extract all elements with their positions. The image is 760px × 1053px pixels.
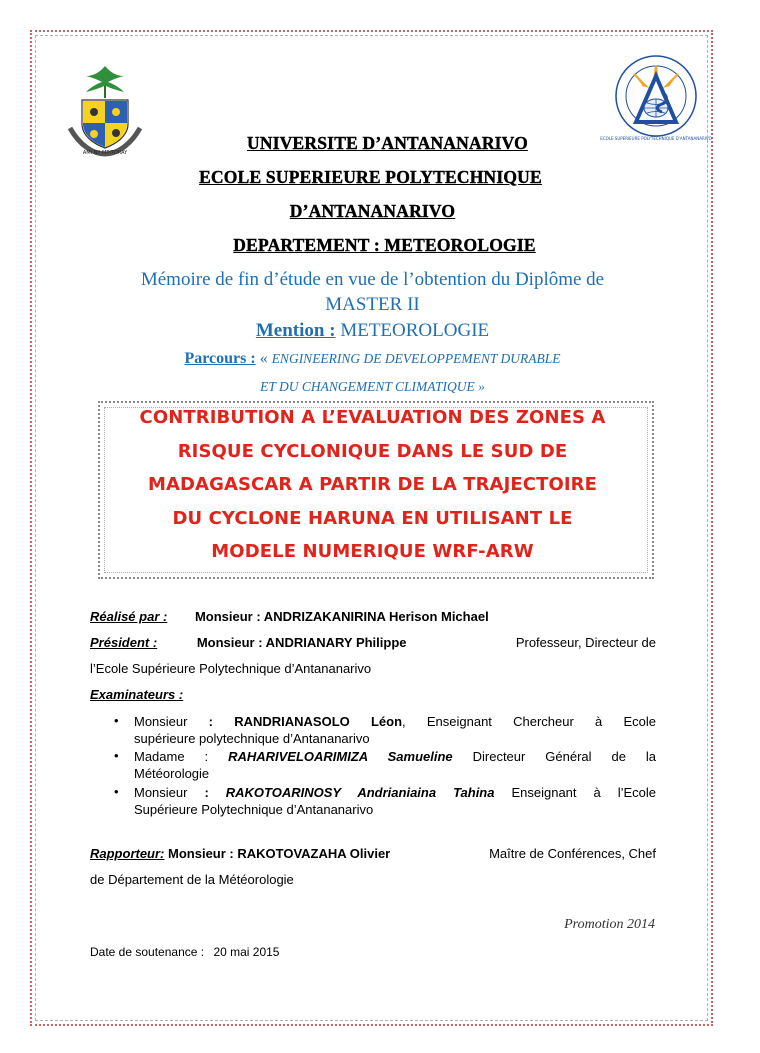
- bullet-icon: •: [114, 784, 119, 799]
- president-name: Monsieur : ANDRIANARY Philippe: [196, 635, 407, 650]
- espa-logo: [600, 52, 712, 144]
- president-row: [90, 634, 656, 651]
- thesis-title-line: CONTRIBUTION A L’EVALUATION DES ZONES A: [139, 407, 606, 428]
- examinateur-role: , Enseignant Chercheur à Ecole: [402, 714, 656, 729]
- examinateur-item: [134, 784, 656, 801]
- parcours-label: Parcours :: [184, 350, 256, 367]
- mention-label: Mention :: [255, 320, 336, 341]
- soutenance-row: [90, 945, 279, 959]
- president-role-line1: Professeur, Directeur de: [515, 635, 656, 650]
- school-name-line2: D’ANTANANARIVO: [289, 201, 456, 221]
- logo-motto: AMI NY MPITORAY: [82, 150, 128, 156]
- thesis-title-line: MADAGASCAR A PARTIR DE LA TRAJECTOIRE: [147, 474, 598, 495]
- rapporteur-label: Rapporteur:: [90, 846, 165, 861]
- rapporteur-role-line1: Maître de Conférences, Chef: [489, 846, 656, 861]
- examinateur-role: Directeur Général de la: [452, 749, 656, 764]
- parcours-line1: ENGINEERING DE DEVELOPPEMENT DURABLE: [271, 351, 561, 366]
- examinateur-sep: :: [187, 714, 235, 729]
- thesis-title-line: MODELE NUMERIQUE WRF-ARW: [211, 541, 534, 562]
- examinateur-sep: :: [187, 785, 226, 800]
- realise-row: [90, 608, 489, 625]
- examinateur-item: [134, 713, 656, 730]
- palm-tree-icon: [86, 66, 124, 98]
- bullet-icon: •: [114, 713, 119, 728]
- realise-name: Monsieur : ANDRIZAKANIRINA Herison Michael: [194, 609, 489, 624]
- examinateur-name: RANDRIANASOLO Léon: [234, 714, 403, 729]
- realise-label: Réalisé par :: [90, 609, 168, 624]
- parcours-open-quote: «: [259, 350, 268, 367]
- examinateur-role-line2: supérieure polytechnique d’Antananarivo: [134, 731, 370, 746]
- soutenance-label: Date de soutenance :: [90, 945, 205, 959]
- examinateur-title: Monsieur: [134, 785, 188, 800]
- parcours-row2: [0, 378, 745, 396]
- memoire-line2: MASTER II: [325, 294, 420, 315]
- thesis-title-line: DU CYCLONE HARUNA EN UTILISANT LE: [172, 508, 573, 529]
- examinateur-item: [134, 748, 656, 765]
- rapporteur-role-line2: de Département de la Météorologie: [90, 872, 294, 887]
- department-name: DEPARTEMENT : METEOROLOGIE: [233, 235, 536, 255]
- school-name-line1: ECOLE SUPERIEURE POLYTECHNIQUE: [199, 167, 542, 187]
- examinateurs-label-text: Examinateurs :: [90, 687, 184, 702]
- examinateurs-label: [90, 686, 183, 703]
- president-role-line2: l’Ecole Supérieure Polytechnique d’Antananarivo: [90, 661, 372, 676]
- mention-value: METEOROLOGIE: [340, 320, 490, 341]
- parcours-row: [0, 350, 745, 368]
- examinateur-sep: :: [184, 749, 229, 764]
- examinateur-title: Madame: [134, 749, 185, 764]
- promotion-text: Promotion 2014: [564, 917, 655, 932]
- memoire-line1: Mémoire de fin d’étude en vue de l’obtention du Diplôme de: [140, 269, 605, 290]
- examinateur-name: RAHARIVELOARIMIZA Samueline: [228, 749, 453, 764]
- examinateur-title: Monsieur: [134, 714, 188, 729]
- rapporteur-name: Monsieur : RAKOTOVAZAHA Olivier: [168, 846, 391, 861]
- university-name: UNIVERSITE D’ANTANANARIVO: [247, 133, 528, 153]
- examinateur-role: Enseignant à l’Ecole: [494, 785, 656, 800]
- mention-row: [0, 320, 745, 342]
- examinateur-name: RAKOTOARINOSY Andrianiaina Tahina: [225, 785, 495, 800]
- soutenance-date: 20 mai 2015: [213, 945, 280, 959]
- examinateur-role-line2: Météorologie: [134, 766, 210, 781]
- thesis-title-line: RISQUE CYCLONIQUE DANS LE SUD DE: [177, 441, 568, 462]
- bullet-icon: •: [114, 748, 119, 763]
- examinateur-role-line2: Supérieure Polytechnique d’Antananarivo: [134, 802, 374, 817]
- rapporteur-row: [90, 845, 656, 862]
- president-label: Président :: [90, 635, 158, 650]
- parcours-line2: ET DU CHANGEMENT CLIMATIQUE »: [260, 379, 485, 394]
- logo-ring-text: ECOLE SUPERIEURE POLYTECHNIQUE D'ANTANANARIVO: [600, 136, 712, 141]
